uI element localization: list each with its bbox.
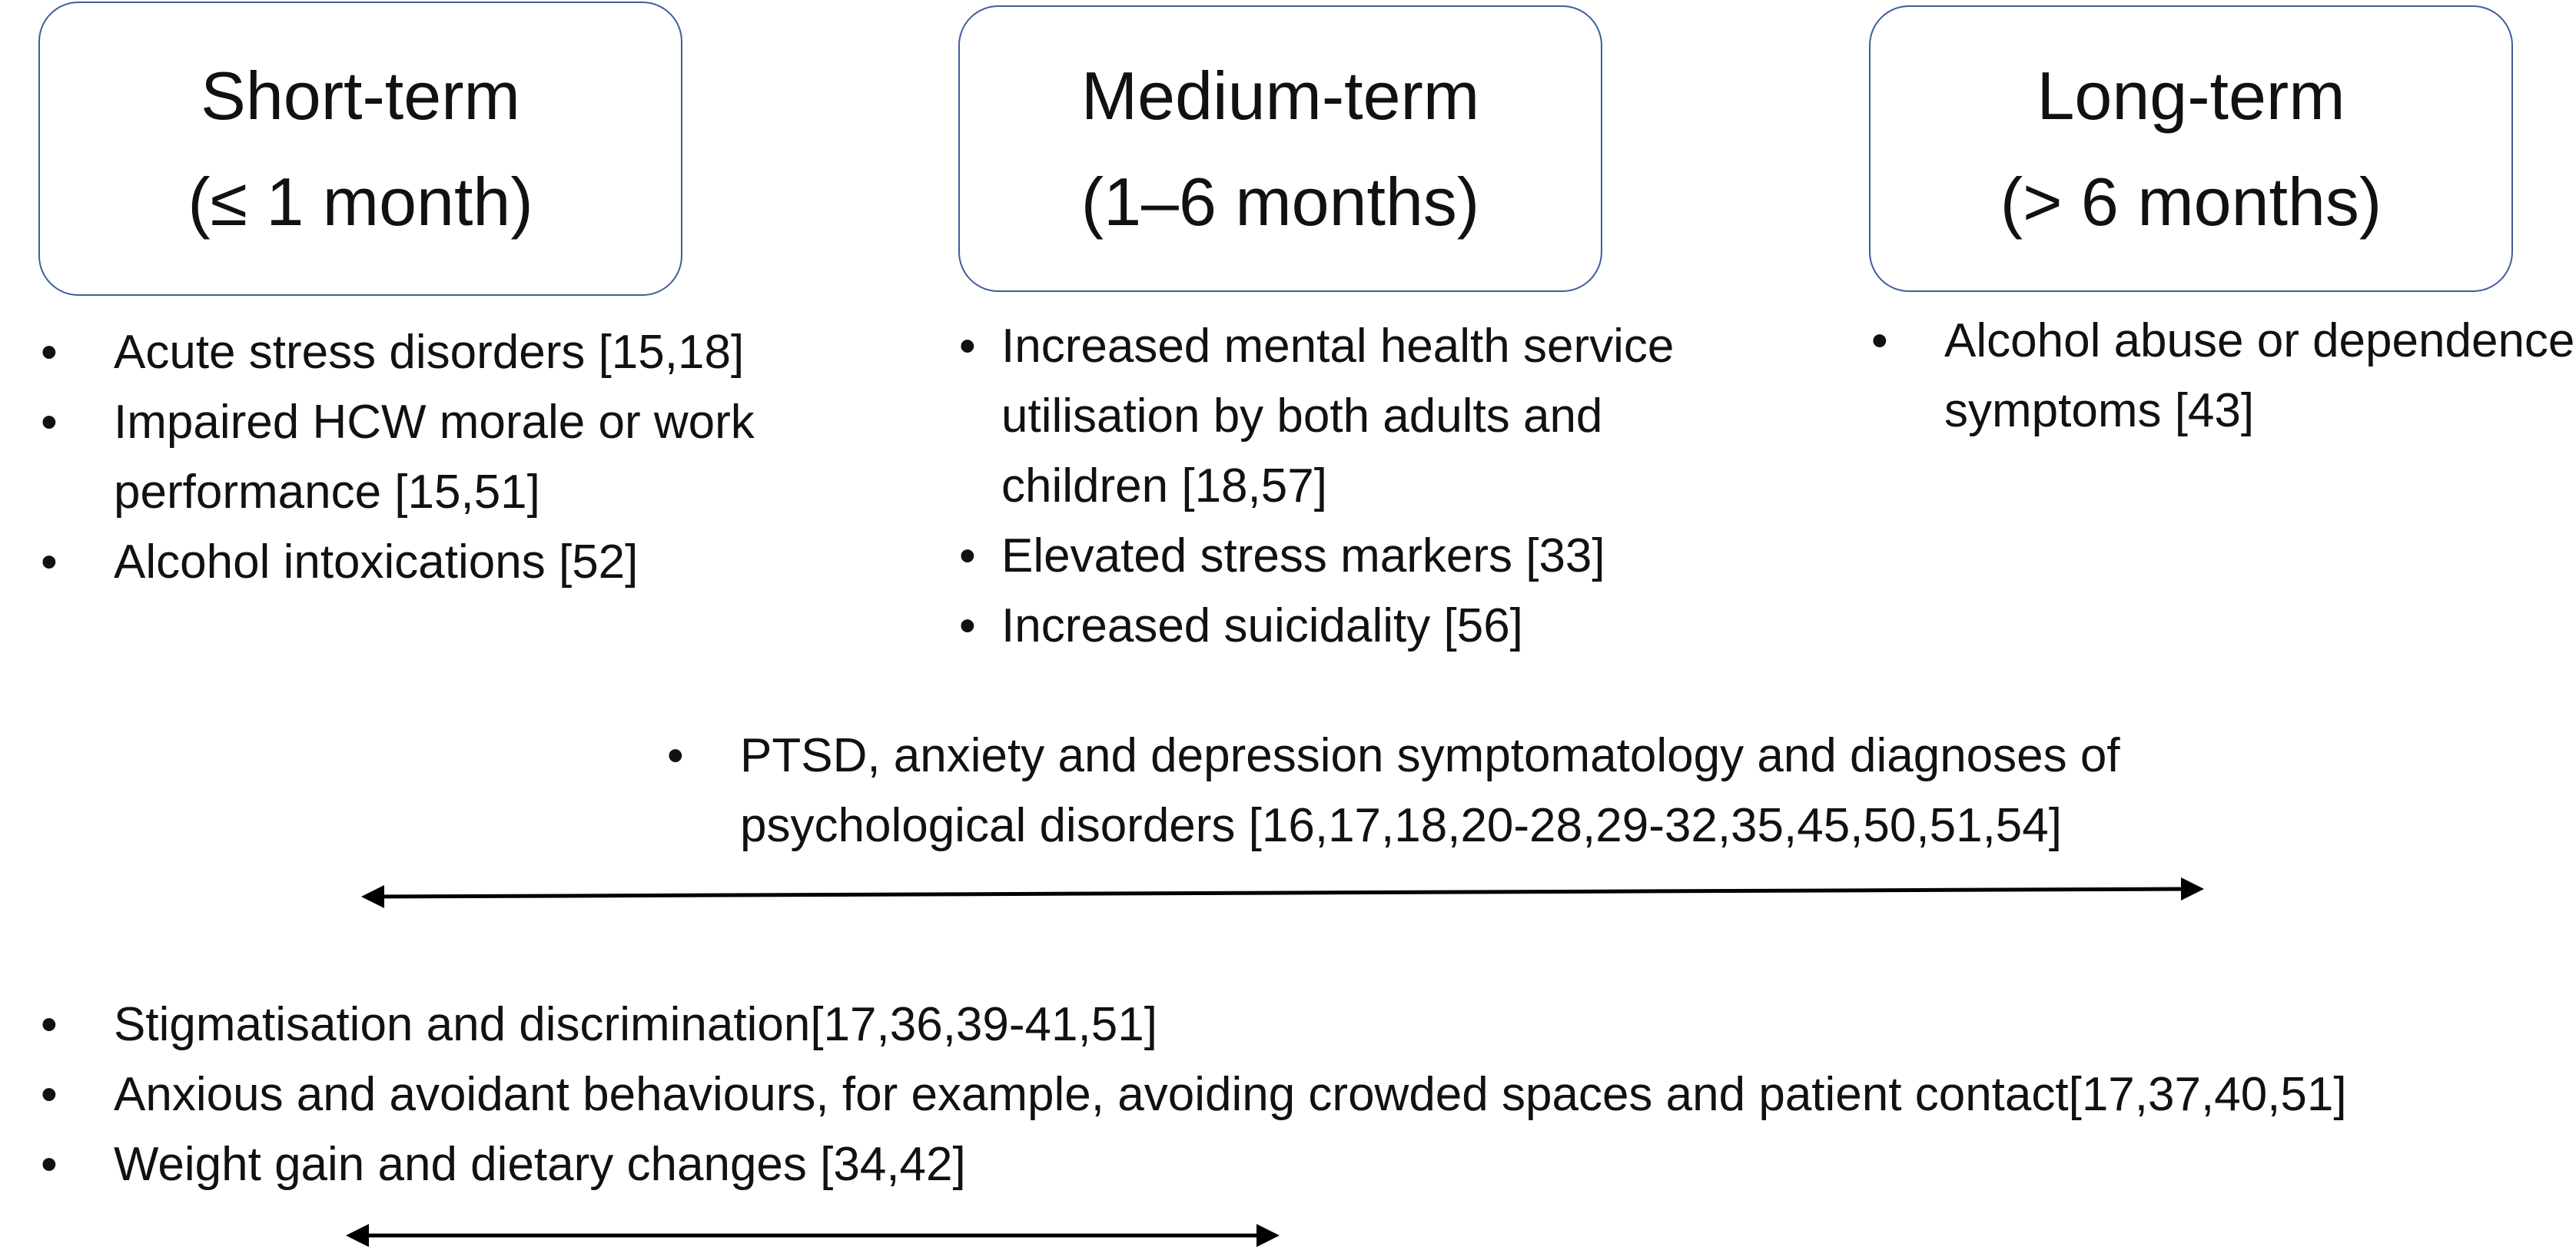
list-item: • Increased mental health service utilisation by both adults and children [18,57]: [1001, 311, 1678, 521]
list-item: • Stigmatisation and discrimination[17,36,39-41,51]: [114, 990, 2558, 1060]
medium-term-title: Medium-term: [1081, 57, 1480, 134]
list-item: • Elevated stress markers [33]: [1001, 521, 1678, 591]
long-span-arrow-line: [377, 889, 2189, 897]
list-item: • Alcohol abuse or dependence symptoms [43]: [1944, 306, 2576, 446]
long-span-arrow-right-head: [2181, 877, 2204, 900]
short-span-arrow-left-head: [346, 1224, 369, 1247]
list-item: • Increased suicidality [56]: [1001, 591, 1678, 661]
short-term-title: Short-term: [201, 57, 520, 134]
long-term-title: Long-term: [2037, 57, 2345, 134]
short-span-arrow-right-head: [1256, 1224, 1280, 1247]
short-span-arrow: [346, 1224, 1280, 1247]
long-span-arrow: [361, 877, 2204, 908]
list-item: • Impaired HCW morale or work performance [15,51]: [114, 387, 836, 527]
list-item: • Weight gain and dietary changes [34,42]: [114, 1129, 2558, 1199]
long-term-range: (> 6 months): [2000, 163, 2382, 240]
long-span-arrow-left-head: [361, 885, 384, 908]
short-term-range: (≤ 1 month): [188, 163, 533, 240]
medium-term-range: (1–6 months): [1081, 163, 1480, 240]
list-item: • PTSD, anxiety and depression symptomatology and diagnoses of psychological disorders [16,17,18,20-28,29-32,35,45,50,51,54]: [740, 721, 2239, 861]
list-item: • Alcohol intoxications [52]: [114, 527, 836, 597]
list-item: • Anxious and avoidant behaviours, for example, avoiding crowded spaces and patient contact[17,37,40,51]: [114, 1060, 2558, 1129]
list-item: • Acute stress disorders [15,18]: [114, 317, 836, 387]
